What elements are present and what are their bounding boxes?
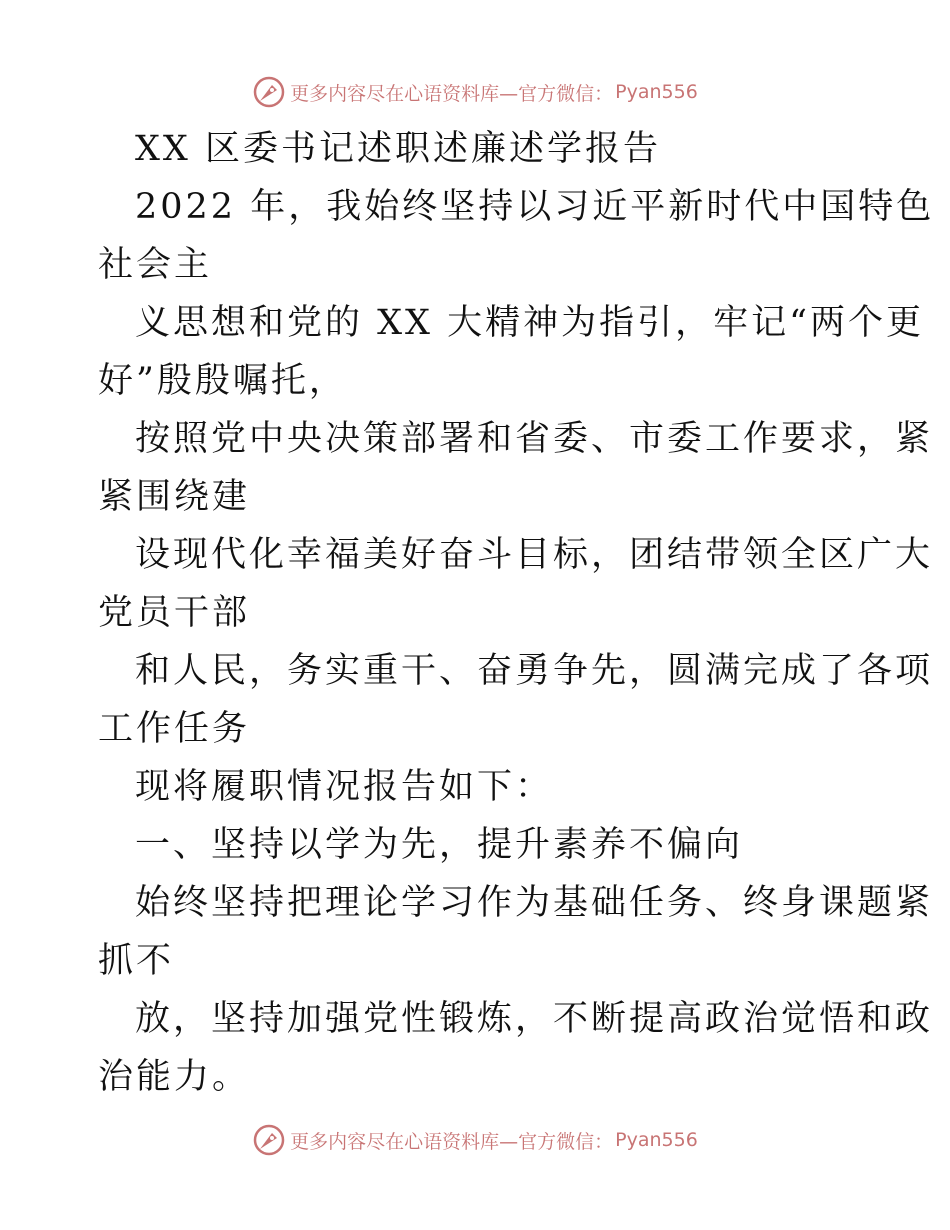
watermark-banner-bottom [0,1120,950,1160]
paragraph-line: 放，坚持加强党性锻炼，不断提高政治觉悟和政 [135,999,934,1039]
watermark-banner-top [0,72,950,112]
pen-nib-icon [252,75,286,109]
paragraph-3 [98,410,934,526]
watermark-text: 更多内容尽在心语资料库—官方微信： [290,82,614,105]
pen-nib-icon [252,1123,286,1157]
paragraph-line: 义思想和党的 XX 大精神为指引，牢记“两个更 [135,303,924,343]
paragraph-8 [98,990,934,1106]
paragraph-continuation: 抓不 [98,941,175,981]
paragraph-continuation: 社会主 [98,245,213,285]
watermark-wechat-id: Pyan556 [615,81,698,103]
paragraph-5 [98,642,934,758]
paragraph-continuation: 党员干部 [98,593,251,633]
document-body [98,120,935,1106]
paragraph-continuation: 好”殷殷嘱托， [98,361,347,401]
paragraph-line: 和人民，务实重干、奋勇争先，圆满完成了各项 [135,651,934,691]
section-heading-text: 一、坚持以学为先，提升素养不偏向 [135,825,744,865]
paragraph-line: 现将履职情况报告如下： [135,767,554,807]
section-heading-1 [98,816,858,874]
document-title: XX 区委书记述职述廉述学报告 [135,129,661,169]
paragraph-1 [98,178,935,294]
paragraph-2 [98,294,924,410]
paragraph-line: 始终坚持把理论学习作为基础任务、终身课题紧 [135,883,934,923]
paragraph-continuation: 治能力。 [98,1057,251,1097]
watermark-wechat-id: Pyan556 [615,1129,698,1151]
watermark-text: 更多内容尽在心语资料库—官方微信： [290,1130,614,1153]
paragraph-4 [98,526,934,642]
paragraph-7 [98,874,934,990]
paragraph-line: 按照党中央决策部署和省委、市委工作要求，紧 [135,419,934,459]
paragraph-line: 设现代化幸福美好奋斗目标，团结带领全区广大 [135,535,934,575]
paragraph-line: 2022 年，我始终坚持以习近平新时代中国特色 [135,187,935,227]
paragraph-continuation: 紧围绕建 [98,477,251,517]
paragraph-6 [98,758,858,816]
paragraph-continuation: 工作任务 [98,709,251,749]
